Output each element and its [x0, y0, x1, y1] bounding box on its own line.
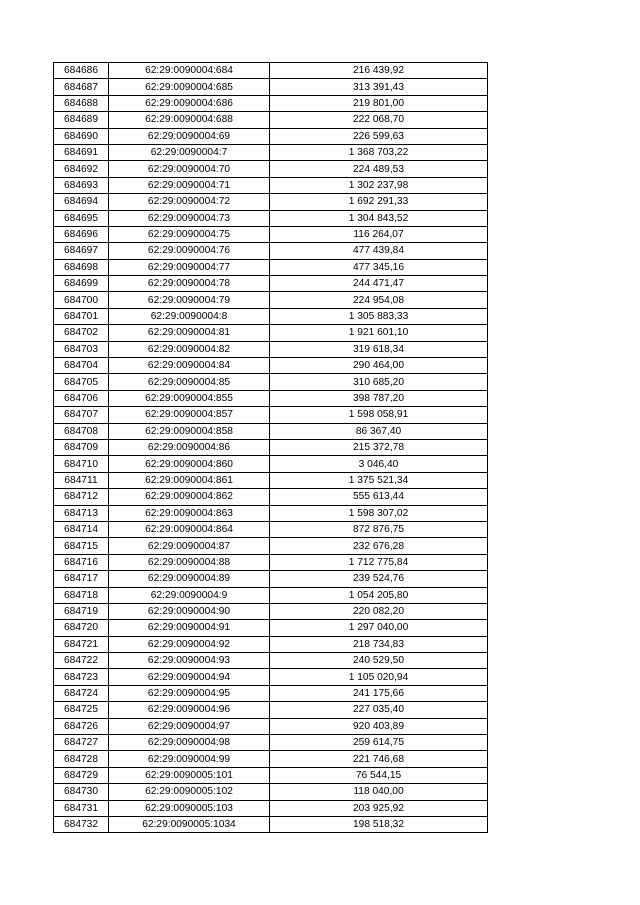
cadastral-value-cell: 3 046,40	[270, 456, 488, 472]
row-number-cell: 684724	[54, 685, 109, 701]
row-number-cell: 684700	[54, 292, 109, 308]
cadastral-number-cell: 62:29:0090005:103	[109, 800, 270, 816]
table-row	[54, 423, 488, 439]
cadastral-number-cell: 62:29:0090004:75	[109, 226, 270, 242]
table-row	[54, 177, 488, 193]
cadastral-value-cell: 222 068,70	[270, 112, 488, 128]
cadastral-value-cell: 232 676,28	[270, 538, 488, 554]
row-number-cell: 684723	[54, 669, 109, 685]
cadastral-number-cell: 62:29:0090004:688	[109, 112, 270, 128]
row-number-cell: 684705	[54, 374, 109, 390]
row-number-cell: 684731	[54, 800, 109, 816]
row-number-cell: 684699	[54, 276, 109, 292]
row-number-cell: 684730	[54, 784, 109, 800]
cadastral-number-cell: 62:29:0090005:1034	[109, 816, 270, 832]
cadastral-number-cell: 62:29:0090004:9	[109, 587, 270, 603]
cadastral-value-cell: 240 529,50	[270, 653, 488, 669]
cadastral-value-cell: 86 367,40	[270, 423, 488, 439]
table-row	[54, 63, 488, 79]
row-number-cell: 684725	[54, 702, 109, 718]
cadastral-value-cell: 239 524,76	[270, 571, 488, 587]
row-number-cell: 684715	[54, 538, 109, 554]
table-row	[54, 521, 488, 537]
cadastral-value-cell: 872 876,75	[270, 521, 488, 537]
cadastral-number-cell: 62:29:0090004:84	[109, 358, 270, 374]
row-number-cell: 684711	[54, 472, 109, 488]
table-row	[54, 341, 488, 357]
row-number-cell: 684710	[54, 456, 109, 472]
table-row	[54, 505, 488, 521]
cadastral-number-cell: 62:29:0090004:860	[109, 456, 270, 472]
row-number-cell: 684689	[54, 112, 109, 128]
row-number-cell: 684687	[54, 79, 109, 95]
table-row	[54, 735, 488, 751]
cadastral-number-cell: 62:29:0090004:87	[109, 538, 270, 554]
table-row	[54, 210, 488, 226]
row-number-cell: 684727	[54, 735, 109, 751]
cadastral-number-cell: 62:29:0090004:91	[109, 620, 270, 636]
table-row	[54, 800, 488, 816]
table-row	[54, 374, 488, 390]
row-number-cell: 684707	[54, 407, 109, 423]
cadastral-number-cell: 62:29:0090004:92	[109, 636, 270, 652]
cadastral-value-cell: 215 372,78	[270, 439, 488, 455]
row-number-cell: 684696	[54, 226, 109, 242]
row-number-cell: 684698	[54, 259, 109, 275]
cadastral-value-cell: 313 391,43	[270, 79, 488, 95]
row-number-cell: 684708	[54, 423, 109, 439]
cadastral-value-cell: 555 613,44	[270, 489, 488, 505]
cadastral-number-cell: 62:29:0090004:862	[109, 489, 270, 505]
cadastral-value-cell: 477 345,16	[270, 259, 488, 275]
table-row	[54, 308, 488, 324]
row-number-cell: 684706	[54, 390, 109, 406]
cadastral-value-cell: 244 471,47	[270, 276, 488, 292]
cadastral-value-cell: 1 304 843,52	[270, 210, 488, 226]
table-row	[54, 292, 488, 308]
row-number-cell: 684701	[54, 308, 109, 324]
cadastral-number-cell: 62:29:0090004:77	[109, 259, 270, 275]
cadastral-number-cell: 62:29:0090004:71	[109, 177, 270, 193]
row-number-cell: 684732	[54, 816, 109, 832]
row-number-cell: 684714	[54, 521, 109, 537]
row-number-cell: 684726	[54, 718, 109, 734]
row-number-cell: 684688	[54, 95, 109, 111]
cadastral-number-cell: 62:29:0090004:686	[109, 95, 270, 111]
cadastral-number-cell: 62:29:0090004:93	[109, 653, 270, 669]
table-row	[54, 784, 488, 800]
cadastral-value-cell: 1 598 058,91	[270, 407, 488, 423]
table-row	[54, 276, 488, 292]
row-number-cell: 684718	[54, 587, 109, 603]
cadastral-number-cell: 62:29:0090004:86	[109, 439, 270, 455]
table-row	[54, 243, 488, 259]
cadastral-number-cell: 62:29:0090004:72	[109, 194, 270, 210]
cadastral-value-cell: 398 787,20	[270, 390, 488, 406]
cadastral-value-cell: 220 082,20	[270, 603, 488, 619]
cadastral-number-cell: 62:29:0090004:98	[109, 735, 270, 751]
cadastral-number-cell: 62:29:0090004:90	[109, 603, 270, 619]
cadastral-number-cell: 62:29:0090004:684	[109, 63, 270, 79]
cadastral-value-cell: 310 685,20	[270, 374, 488, 390]
cadastral-value-cell: 118 040,00	[270, 784, 488, 800]
cadastral-number-cell: 62:29:0090004:7	[109, 144, 270, 160]
cadastral-value-cell: 1 598 307,02	[270, 505, 488, 521]
cadastral-number-cell: 62:29:0090004:73	[109, 210, 270, 226]
table-row	[54, 702, 488, 718]
table-row	[54, 489, 488, 505]
cadastral-value-cell: 1 921 601,10	[270, 325, 488, 341]
row-number-cell: 684720	[54, 620, 109, 636]
table-row	[54, 456, 488, 472]
table-row	[54, 685, 488, 701]
table-row	[54, 816, 488, 832]
table-row	[54, 161, 488, 177]
cadastral-value-cell: 290 464,00	[270, 358, 488, 374]
cadastral-value-cell: 1 105 020,94	[270, 669, 488, 685]
table-row	[54, 669, 488, 685]
table-row	[54, 194, 488, 210]
table-row	[54, 636, 488, 652]
table-row	[54, 751, 488, 767]
row-number-cell: 684717	[54, 571, 109, 587]
row-number-cell: 684713	[54, 505, 109, 521]
cadastral-number-cell: 62:29:0090004:96	[109, 702, 270, 718]
row-number-cell: 684703	[54, 341, 109, 357]
row-number-cell: 684702	[54, 325, 109, 341]
row-number-cell: 684729	[54, 767, 109, 783]
cadastral-number-cell: 62:29:0090004:864	[109, 521, 270, 537]
cadastral-value-cell: 1 712 775,84	[270, 554, 488, 570]
table-row	[54, 325, 488, 341]
table-row	[54, 79, 488, 95]
table-row	[54, 554, 488, 570]
row-number-cell: 684693	[54, 177, 109, 193]
row-number-cell: 684721	[54, 636, 109, 652]
table-row	[54, 407, 488, 423]
cadastral-number-cell: 62:29:0090004:685	[109, 79, 270, 95]
row-number-cell: 684690	[54, 128, 109, 144]
cadastral-value-cell: 241 175,66	[270, 685, 488, 701]
row-number-cell: 684704	[54, 358, 109, 374]
cadastral-value-cell: 76 544,15	[270, 767, 488, 783]
table-row	[54, 653, 488, 669]
table-row	[54, 620, 488, 636]
table-row	[54, 358, 488, 374]
table-row	[54, 718, 488, 734]
table-row	[54, 144, 488, 160]
cadastral-number-cell: 62:29:0090004:94	[109, 669, 270, 685]
cadastral-number-cell: 62:29:0090004:69	[109, 128, 270, 144]
row-number-cell: 684691	[54, 144, 109, 160]
cadastral-number-cell: 62:29:0090004:76	[109, 243, 270, 259]
cadastral-number-cell: 62:29:0090004:88	[109, 554, 270, 570]
cadastral-number-cell: 62:29:0090004:858	[109, 423, 270, 439]
cadastral-value-cell: 1 054 205,80	[270, 587, 488, 603]
cadastral-number-cell: 62:29:0090004:863	[109, 505, 270, 521]
table-row	[54, 226, 488, 242]
cadastral-number-cell: 62:29:0090005:102	[109, 784, 270, 800]
cadastral-number-cell: 62:29:0090004:8	[109, 308, 270, 324]
cadastral-value-cell: 1 297 040,00	[270, 620, 488, 636]
table-row	[54, 472, 488, 488]
row-number-cell: 684719	[54, 603, 109, 619]
cadastral-number-cell: 62:29:0090004:97	[109, 718, 270, 734]
cadastral-value-cell: 227 035,40	[270, 702, 488, 718]
cadastral-value-cell: 198 518,32	[270, 816, 488, 832]
cadastral-value-cell: 1 692 291,33	[270, 194, 488, 210]
cadastral-number-cell: 62:29:0090004:82	[109, 341, 270, 357]
row-number-cell: 684695	[54, 210, 109, 226]
row-number-cell: 684712	[54, 489, 109, 505]
table-row	[54, 767, 488, 783]
row-number-cell: 684709	[54, 439, 109, 455]
cadastral-number-cell: 62:29:0090004:70	[109, 161, 270, 177]
cadastral-number-cell: 62:29:0090004:79	[109, 292, 270, 308]
table-row	[54, 439, 488, 455]
table-row	[54, 587, 488, 603]
cadastral-value-cell: 218 734,83	[270, 636, 488, 652]
cadastral-value-cell: 259 614,75	[270, 735, 488, 751]
cadastral-value-cell: 319 618,34	[270, 341, 488, 357]
row-number-cell: 684697	[54, 243, 109, 259]
cadastral-value-cell: 219 801,00	[270, 95, 488, 111]
cadastral-value-cell: 226 599,63	[270, 128, 488, 144]
cadastral-number-cell: 62:29:0090004:85	[109, 374, 270, 390]
cadastral-value-cell: 224 489,53	[270, 161, 488, 177]
cadastral-value-cell: 224 954,08	[270, 292, 488, 308]
table-row	[54, 538, 488, 554]
cadastral-value-cell: 1 302 237,98	[270, 177, 488, 193]
cadastral-value-cell: 1 368 703,22	[270, 144, 488, 160]
cadastral-number-cell: 62:29:0090004:855	[109, 390, 270, 406]
table-row	[54, 571, 488, 587]
cadastral-value-table	[53, 62, 488, 833]
table-body	[54, 63, 488, 833]
table-row	[54, 95, 488, 111]
cadastral-number-cell: 62:29:0090004:99	[109, 751, 270, 767]
table-row	[54, 259, 488, 275]
cadastral-value-cell: 116 264,07	[270, 226, 488, 242]
cadastral-number-cell: 62:29:0090004:89	[109, 571, 270, 587]
row-number-cell: 684728	[54, 751, 109, 767]
cadastral-value-cell: 477 439,84	[270, 243, 488, 259]
cadastral-number-cell: 62:29:0090004:857	[109, 407, 270, 423]
cadastral-value-cell: 216 439,92	[270, 63, 488, 79]
table-row	[54, 390, 488, 406]
cadastral-value-cell: 203 925,92	[270, 800, 488, 816]
row-number-cell: 684716	[54, 554, 109, 570]
cadastral-value-cell: 1 305 883,33	[270, 308, 488, 324]
cadastral-number-cell: 62:29:0090005:101	[109, 767, 270, 783]
cadastral-number-cell: 62:29:0090004:81	[109, 325, 270, 341]
cadastral-number-cell: 62:29:0090004:78	[109, 276, 270, 292]
cadastral-number-cell: 62:29:0090004:861	[109, 472, 270, 488]
row-number-cell: 684686	[54, 63, 109, 79]
cadastral-value-cell: 221 746,68	[270, 751, 488, 767]
table-row	[54, 603, 488, 619]
table-row	[54, 112, 488, 128]
row-number-cell: 684692	[54, 161, 109, 177]
cadastral-value-cell: 1 375 521,34	[270, 472, 488, 488]
row-number-cell: 684694	[54, 194, 109, 210]
cadastral-number-cell: 62:29:0090004:95	[109, 685, 270, 701]
row-number-cell: 684722	[54, 653, 109, 669]
table-row	[54, 128, 488, 144]
cadastral-value-cell: 920 403,89	[270, 718, 488, 734]
